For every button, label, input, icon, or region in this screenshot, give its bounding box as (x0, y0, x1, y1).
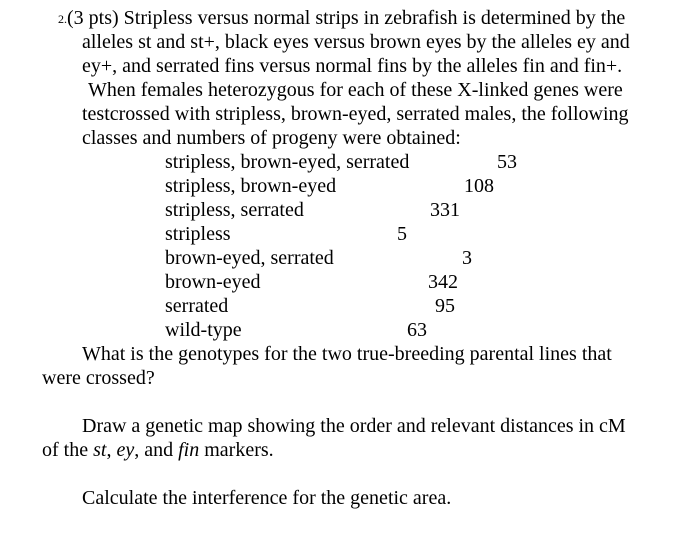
q2-line-2 (42, 438, 274, 462)
intro-line-1: Stripless versus normal strips in zebrafish is determined by the (123, 7, 626, 29)
marker-fin: fin (178, 439, 200, 461)
q2-sep-2: , and (134, 439, 179, 461)
intro-line-6: classes and numbers of progeny were obtained: (82, 127, 461, 149)
progeny-count: 95 (435, 295, 455, 317)
q2-text-post: markers. (199, 439, 274, 461)
q1-line-1: What is the genotypes for the two true-breeding parental lines that (82, 343, 612, 365)
question-header-line (58, 6, 625, 31)
q1-line-2: were crossed? (42, 367, 155, 389)
intro-line-4: When females heterozygous for each of these X-linked genes were (88, 79, 623, 101)
progeny-count: 5 (397, 223, 407, 245)
progeny-phenotype: wild-type (165, 319, 242, 341)
question-points: (3 pts) (67, 7, 119, 29)
progeny-phenotype: stripless, brown-eyed, serrated (165, 151, 410, 173)
progeny-count: 342 (428, 271, 458, 293)
question-number: 2. (58, 12, 67, 26)
intro-line-2: alleles st and st+, black eyes versus brown eyes by the alleles ey and (82, 31, 630, 53)
q2-sep-1: , (106, 439, 117, 461)
progeny-phenotype: serrated (165, 295, 229, 317)
progeny-count: 53 (497, 151, 517, 173)
intro-line-3: ey+, and serrated fins versus normal fins by the alleles fin and fin+. (82, 55, 623, 77)
progeny-count: 3 (462, 247, 472, 269)
progeny-count: 331 (430, 199, 460, 221)
progeny-phenotype: brown-eyed, serrated (165, 247, 334, 269)
q2-line-1: Draw a genetic map showing the order and relevant distances in cM (82, 415, 626, 437)
q2-text-pre: of the (42, 439, 94, 461)
progeny-phenotype: stripless (165, 223, 231, 245)
intro-line-5: testcrossed with stripless, brown-eyed, serrated males, the following (82, 103, 629, 125)
marker-st: st (93, 439, 107, 461)
marker-ey: ey (116, 439, 135, 461)
progeny-phenotype: stripless, serrated (165, 199, 304, 221)
progeny-phenotype: brown-eyed (165, 271, 261, 293)
q3-line: Calculate the interference for the genetic area. (82, 487, 452, 509)
progeny-count: 108 (464, 175, 494, 197)
progeny-phenotype: stripless, brown-eyed (165, 175, 337, 197)
progeny-count: 63 (407, 319, 427, 341)
